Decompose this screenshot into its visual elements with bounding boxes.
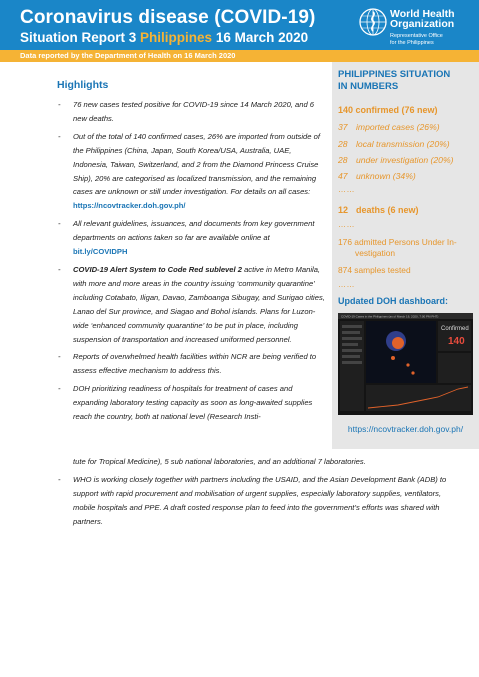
report-title: Coronavirus disease (COVID-19) [20,7,316,28]
data-source-banner [0,50,479,62]
dashboard-screenshot[interactable] [338,313,473,415]
separator: …… [338,280,355,289]
samples-tested: 874 samples tested [338,265,411,275]
stat-local: 28 local transmission (20%) [338,139,450,149]
stat-imported: 37 imported cases (26%) [338,122,440,132]
who-name: World Health Organization [390,8,455,30]
data-source-text: Data reported by the Department of Health on 16 March 2020 [20,51,236,60]
report-header [0,0,479,50]
separator: …… [338,220,355,229]
report-subtitle [20,30,308,45]
list-item: - All relevant guidelines, issuances, and documents from key government departments on actions taken so far are available online at bit.ly/COVIDPH [58,217,326,259]
stat-unknown: 47 unknown (34%) [338,171,416,181]
who-emblem-icon [358,7,388,37]
dashboard-link[interactable]: https://ncovtracker.doh.gov.ph/ [347,424,464,434]
list-item: - Out of the total of 140 confirmed cases, 26% are imported from outside of the Philippines (China, Japan, South Korea/USA, Australia, UAE, Indonesia, Taiwan, Switzerland, and 2 from the Diamond Princess Cruise Ship), 20% are categorised as localized transmission, and the remaining cases are unknown or still under investigation. For details on all cases: https://ncovtracker.doh.gov.ph/ [58,130,326,213]
ncovtracker-link[interactable]: https://ncovtracker.doh.gov.ph/ [73,201,186,211]
highlights-list-continued [58,455,458,529]
who-logo [358,5,473,47]
list-item: - 76 new cases tested positive for COVID-19 since 14 March 2020, and 6 new deaths. [58,98,326,126]
list-item: - Reports of overwhelmed health facilities within NCR are being verified to assess effective mechanism to address this. [58,350,326,378]
report-date: 16 March 2020 [215,30,309,45]
covidph-link[interactable]: bit.ly/COVIDPH [73,247,128,257]
confirmed-count: 140 confirmed (76 new) [338,105,438,115]
separator: …… [338,185,355,194]
list-item-continuation: tute for Tropical Medicine), 5 sub national laboratories, and an additional 7 laboratories. [73,457,366,466]
list-item: - WHO is working closely together with partners including the USAID, and the Asian Development Bank (ADB) to support with rapid procurement and mobilisation of urgent supplies, especially laboratory supplies, ventilators, mobile hospitals and PPE. A draft costed response plan to feed into the government’s efforts was shared with partners. [58,473,458,529]
pui-count: 176 admitted Persons Under In- vestigation [338,237,457,258]
sidebar-title: PHILIPPINES SITUATION IN NUMBERS [338,69,451,92]
report-number: Situation Report 3 [20,30,137,45]
dashboard-panel-label: Confirmed [441,326,469,332]
dashboard-header-text: COVID-19 Cases in the Philippines (as of March 16, 2020, 7:00 PM PHT) [341,314,439,319]
stat-investigation: 28 under investigation (20%) [338,155,454,165]
dashboard-title: Updated DOH dashboard: [338,296,449,306]
dashboard-panel-value: 140 [448,336,465,347]
highlights-list [58,98,326,428]
highlights-heading: Highlights [57,79,109,91]
report-country: Philippines [140,30,213,45]
situation-sidebar [332,62,479,449]
deaths-count: 12 deaths (6 new) [338,205,419,215]
list-item: - DOH prioritizing readiness of hospitals for treatment of cases and expanding laboratory testing capacity as soon as long-awaited supplies reach the country, both at national level (Research Insti- [58,382,326,424]
who-office: Representative Office for the Philippines [390,33,443,46]
list-item: - COVID-19 Alert System to Code Red sublevel 2 active in Metro Manila, with more and more areas in the country issuing ‘community quarantine’ including Cotabato, Iligan, Davao, Zamboanga Sibugay, and Surigao cities, Lanao del Sur province, and Siagao and Bohol islands. Plans for Luzon-wide ‘enhanced community quarantine’ to be put in place, including suspension of transportation and increased uniformed personnel. [58,263,326,346]
